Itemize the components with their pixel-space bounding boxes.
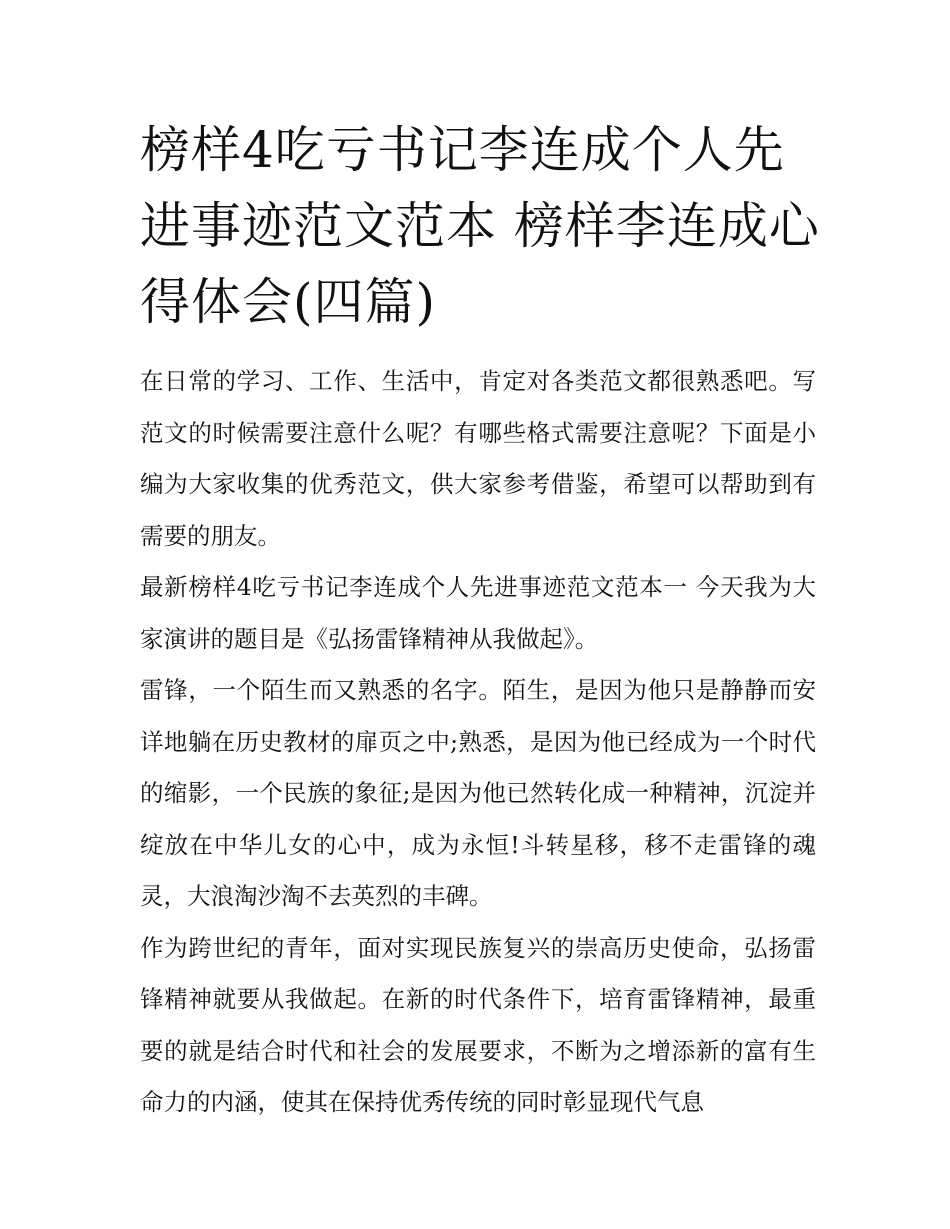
document-body: [140, 356, 816, 1129]
document-title: 榜样4吃亏书记李连成个人先进事迹范文范本 榜样李连成心得体会(四篇): [140, 121, 820, 331]
paragraph-youth-mission: 作为跨世纪的青年，面对实现民族复兴的崇高历史使命，弘扬雷锋精神就要从我做起。在新的时代条件下，培育雷锋精神，最重要的就是结合时代和社会的发展要求，不断为之增添新的富有生命力的内涵，使其在保持优秀传统的同时彰显现代气息: [140, 933, 816, 1116]
paragraph-speech-opening: 最新榜样4吃亏书记李连成个人先进事迹范文范本一 今天我为大家演讲的题目是《弘扬雷锋精神从我做起》。: [140, 573, 816, 653]
paragraph-leifeng-name: 雷锋，一个陌生而又熟悉的名字。陌生，是因为他只是静静而安详地躺在历史教材的扉页之中;熟悉，是因为他已经成为一个时代的缩影，一个民族的象征;是因为他已然转化成一种精神，沉淀并绽放在中华儿女的心中，成为永恒!斗转星移，移不走雷锋的魂灵，大浪淘沙淘不去英烈的丰碑。: [140, 676, 816, 910]
paragraph-intro: 在日常的学习、工作、生活中，肯定对各类范文都很熟悉吧。写范文的时候需要注意什么呢？有哪些格式需要注意呢？下面是小编为大家收集的优秀范文，供大家参考借鉴，希望可以帮助到有需要的朋友。: [140, 367, 816, 550]
